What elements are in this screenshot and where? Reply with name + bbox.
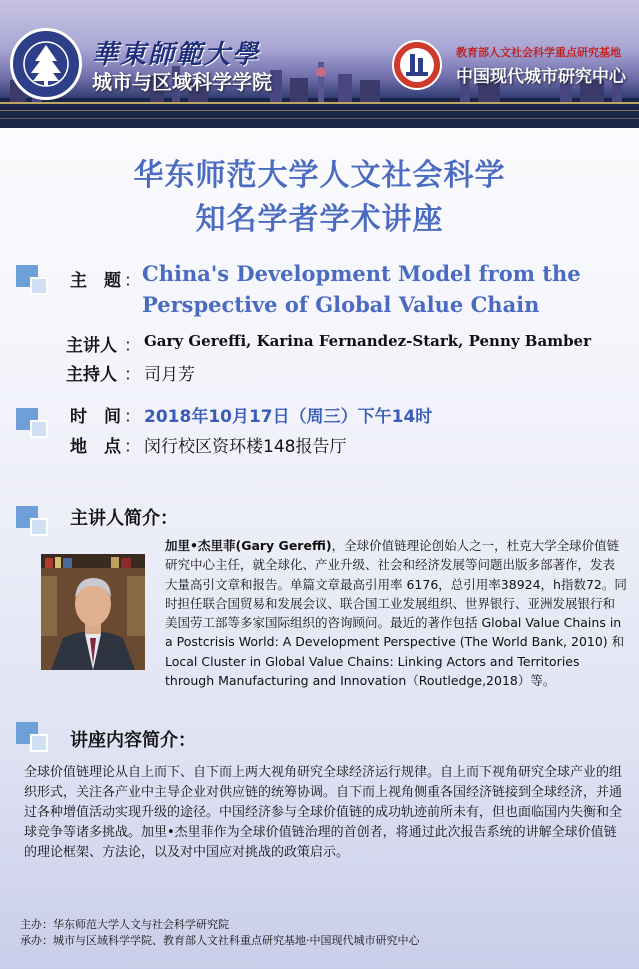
university-name: 華東師範大學: [92, 40, 261, 70]
place-label: 地 点: [70, 437, 121, 457]
lecture-intro-marker-icon: [16, 722, 50, 748]
host-label: 主持人: [66, 365, 117, 385]
speaker-bio-text: ，全球价值链理论创始人之一，杜克大学全球价值链研究中心主任，就全球化、产业升级、社会和经济发展等问题出版多部著作，发表大量高引文章和报告。单篇文章最高引用率 6176，总引用率38924，h指数72。同时担任联合国贸易和发展会议、联合国工业发展组织、世界银行、亚洲发展银行和美国劳工部等多家国际组织的咨询顾问。最近的著作包括 Global Value Chains in a Postcrisis World: A Development Perspective (The World Bank, 2010) 和 Local Cluster in Global Value Chains: Linking Actors and Territories through Manufacturing and Innovation（Routledge,2018）等。: [165, 538, 627, 689]
research-center-emblem-icon: [392, 40, 442, 90]
header-banner: [0, 0, 639, 128]
topic-marker-icon: [16, 265, 50, 291]
time-colon: ：: [124, 407, 141, 427]
time-label: 时 间: [70, 407, 121, 427]
speaker-label: 主讲人: [66, 336, 117, 356]
speaker-names: Gary Gereffi, Karina Fernandez-Stark, Penny Bamber: [144, 332, 592, 350]
poster-title-line2: 知名学者学术讲座: [195, 202, 444, 237]
co-organizer-text: 承办：城市与区域科学学院、教育部人文社科重点研究基地·中国现代城市研究中心: [20, 934, 420, 947]
speaker-bio-name: 加里•杰里菲(Gary Gereffi): [165, 538, 332, 553]
lecture-intro-heading: 讲座内容简介：: [70, 730, 196, 751]
place-colon: ：: [124, 437, 141, 457]
topic-colon: ：: [124, 271, 141, 291]
ecnu-emblem-icon: [10, 28, 82, 100]
time-marker-icon: [16, 408, 50, 434]
speaker-colon: ：: [124, 336, 141, 356]
speaker-intro-heading: 主讲人简介：: [70, 508, 178, 529]
poster-title-line1: 华东师范大学人文社会科学: [133, 158, 506, 193]
topic-line1: China's Development Model from the: [142, 261, 581, 286]
topic-line2: Perspective of Global Value Chain: [142, 292, 540, 317]
organizer-text: 主办：华东师范大学人文与社会科学研究院: [20, 918, 229, 931]
host-colon: ：: [124, 365, 141, 385]
lecture-place: 闵行校区资环楼148报告厅: [144, 437, 347, 457]
research-center-name: 中国现代城市研究中心: [456, 67, 626, 87]
host-name: 司月芳: [144, 365, 195, 385]
topic-label: 主 题: [70, 271, 121, 291]
lecture-intro-text: 全球价值链理论从自上而下、自下而上两大视角研究全球经济运行规律。自上而下视角研究全球产业的组织形式，关注各产业中主导企业对供应链的统筹协调。自下而上视角侧重各国经济链接到全球经济，并通过各种增值活动实现升级的途径。中国经济参与全球价值链的成功轨迹前所未有，但也面临国内失衡和全球竞争等诸多挑战。加里•杰里菲作为全球价值链治理的首创者，将通过此次报告系统的讲解全球价值链的理论框架、方法论，以及对中国应对挑战的政策启示。: [24, 765, 623, 860]
school-name: 城市与区域科学学院: [92, 70, 272, 94]
speaker-intro-marker-icon: [16, 506, 50, 532]
research-base-name: 教育部人文社会科学重点研究基地: [456, 46, 621, 59]
speaker-photo: [41, 554, 145, 670]
lecture-time: 2018年10月17日（周三）下午14时: [144, 407, 433, 427]
speaker-bio: [165, 536, 627, 690]
